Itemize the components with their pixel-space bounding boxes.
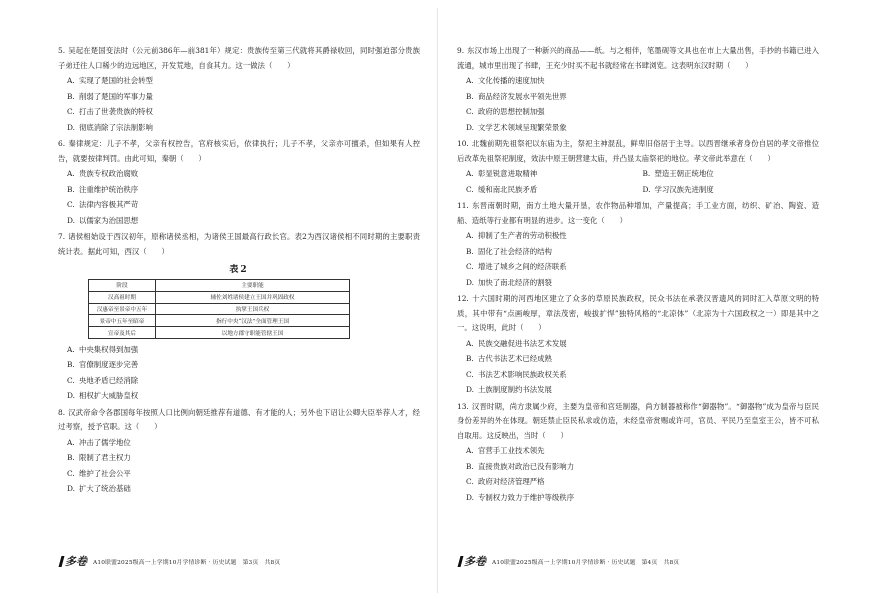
answer-option[interactable] (58, 197, 420, 213)
option-list (457, 228, 819, 290)
question-stem (457, 199, 819, 228)
option-letter: D. (642, 184, 651, 194)
question-number: 10. (457, 139, 469, 148)
answer-option[interactable] (58, 89, 420, 105)
option-text: 削弱了楚国的军事力量 (79, 91, 153, 101)
answer-option[interactable] (457, 89, 819, 105)
option-text: 彰显锐意进取精神 (478, 169, 538, 178)
answer-option[interactable] (643, 166, 820, 182)
answer-option[interactable] (457, 259, 819, 275)
footer-text: A10联盟2025级高一上学期10月学情诊断 · 历史试题 第4页 共8页 (492, 559, 680, 566)
option-list (457, 73, 819, 135)
option-text: 贵族专权政治腐败 (79, 169, 139, 178)
option-letter: B. (642, 169, 651, 178)
option-text: 专制权力致力于维护等级秩序 (478, 492, 575, 502)
option-letter: A. (466, 338, 474, 348)
table-row (89, 303, 350, 315)
table-cell: 指行中央“汉法”全面管理王国 (156, 315, 350, 327)
question-text: 秦律规定：儿子不孝，父亲有权控告，官府核实后，依律执行；儿子不孝，父亲亦可擅杀，但如果有人控告，就要按律判罚。由此可知，秦朝（ ） (58, 139, 420, 163)
question-stem (58, 137, 420, 166)
answer-option[interactable] (466, 166, 643, 182)
answer-option[interactable] (457, 382, 819, 398)
question-stem (457, 400, 819, 444)
option-letter: C. (466, 477, 474, 486)
option-letter: C. (67, 107, 75, 116)
option-text: 相权扩大威胁皇权 (79, 391, 139, 401)
option-letter: C. (466, 262, 474, 271)
option-letter: A. (67, 169, 75, 178)
question-text: 诸侯相始设于西汉初年，原称诸侯丞相，为诸侯王国最高行政长官。表2为西汉诸侯相不同时期的主要职责统计表。据此可知，西汉（ ） (58, 232, 420, 256)
brand-logo-icon (60, 553, 87, 569)
option-letter: A. (67, 437, 75, 447)
option-text: 央地矛盾已经消除 (79, 375, 139, 385)
option-text: 塑造王朝正统地位 (654, 169, 714, 178)
option-letter: D. (67, 215, 76, 225)
question-text: 十六国时期的河西地区建立了众多的草原民族政权，民众书法在承袭汉晋遗风的同时汇入草原文明的特质，其中带有“点画峻厚，章法茂密，峻拔扩悍”独特风格的“北凉体”（北凉为十六国政权之一）即是其中之一。这说明，此时（ ） (457, 294, 819, 332)
answer-option[interactable] (457, 474, 819, 490)
answer-option[interactable] (457, 351, 819, 367)
answer-option[interactable] (457, 73, 819, 89)
option-letter: B. (67, 360, 75, 370)
answer-option[interactable] (58, 166, 420, 182)
question-number: 5. (58, 46, 66, 55)
question-item (457, 292, 819, 398)
question-item (457, 199, 819, 290)
answer-option[interactable] (457, 104, 819, 120)
right-page (457, 0, 819, 599)
question-stem (457, 44, 819, 73)
answer-option[interactable] (457, 275, 819, 291)
question-item (58, 137, 420, 228)
option-letter: B. (466, 354, 474, 363)
left-page (58, 0, 420, 599)
option-text: 文化传播的速度加快 (478, 76, 545, 85)
right-question-list (457, 44, 819, 507)
table-header-cell: 主要职能 (156, 280, 350, 292)
answer-option[interactable] (457, 120, 819, 136)
option-text: 书法艺术影响民族政权关系 (478, 369, 567, 379)
question-item (457, 400, 819, 506)
footer-text: A10联盟2025级高一上学期10月学情诊断 · 历史试题 第3页 共8页 (93, 559, 281, 566)
option-text: 扩大了统治基础 (79, 484, 131, 494)
left-footer (60, 553, 420, 569)
option-letter: D. (67, 122, 76, 132)
table-cell: 景帝中五年至昭帝 (89, 315, 156, 327)
option-letter: B. (67, 184, 75, 194)
option-list (457, 443, 819, 505)
option-text: 固化了社会经济的结构 (478, 246, 552, 256)
option-text: 官僚制度逐步完善 (79, 360, 139, 370)
option-letter: B. (466, 91, 474, 101)
option-list (457, 336, 819, 398)
left-question-list (58, 44, 420, 499)
table-header-cell: 阶段 (89, 280, 156, 292)
question-item (58, 44, 420, 135)
option-text: 古代书法艺术已经成熟 (478, 354, 552, 363)
option-letter: C. (466, 369, 474, 379)
question-stem (58, 230, 420, 259)
answer-option[interactable] (58, 357, 420, 373)
option-letter: A. (466, 76, 474, 85)
option-letter: D. (466, 122, 475, 132)
right-footer (459, 553, 819, 569)
question-item (457, 137, 819, 197)
option-list (58, 73, 420, 135)
question-text: 北魏前期先祖祭祀以东庙为主，祭祀主神混乱，鲜卑旧俗居于主导。以西晋继承者身份自居的孝文帝推位后改革先祖祭祀制度，效法中原王朝营建太庙，并凸显太庙祭祀的地位。孝文帝此举意在（ ） (457, 139, 819, 163)
option-letter: A. (466, 231, 474, 240)
option-letter: A. (67, 344, 75, 354)
question-number: 9. (457, 46, 465, 55)
table-row (89, 315, 350, 327)
option-letter: B. (67, 91, 75, 101)
option-letter: A. (67, 76, 75, 85)
option-letter: C. (466, 184, 474, 194)
question-text: 吴起在楚国变法时（公元前386年—前381年）规定：贵族传至第三代就将其爵禄收回，同时强迫部分贵族子弟迁往人口稀少的边远地区，开发荒地，自食其力。这一做法（ ） (58, 46, 420, 70)
page-fold-divider (437, 8, 438, 593)
question-item (58, 230, 420, 404)
option-letter: A. (466, 446, 474, 455)
option-text: 彻底消除了宗法制影响 (79, 122, 153, 132)
table-header-row (89, 280, 350, 292)
answer-option[interactable] (457, 244, 819, 260)
duties-table (88, 279, 350, 339)
answer-option[interactable] (58, 373, 420, 389)
option-text: 政府对经济管理严格 (478, 477, 545, 486)
brand-logo-text: 多卷 (464, 555, 486, 568)
question-stem (58, 44, 420, 73)
question-number: 7. (58, 232, 66, 241)
answer-option[interactable] (457, 336, 819, 352)
option-letter: D. (466, 385, 475, 394)
question-number: 8. (58, 407, 66, 417)
option-letter: C. (67, 375, 75, 385)
table-row (89, 327, 350, 339)
question-text: 汉武帝命令各郡国每年按照人口比例向朝廷推荐有道德、有才能的人；另外也下诏让公卿大臣举荐人才，经过考察，授予官职。这（ ） (58, 407, 420, 432)
question-stem (58, 406, 420, 435)
option-letter: C. (67, 468, 75, 478)
question-text: 东晋南朝时期，南方土地大量开垦，农作物品种增加，产量提高；手工业方面，纺织、矿冶、陶瓷、造船、造纸等行业都有明显的进步。这一变化（ ） (457, 201, 819, 225)
question-item (58, 406, 420, 497)
option-text: 注重维护统治秩序 (79, 184, 139, 194)
table-cell: 以地方郡守职能管辖王国 (156, 327, 350, 339)
answer-option[interactable] (643, 182, 820, 198)
answer-option[interactable] (58, 182, 420, 198)
answer-option[interactable] (58, 73, 420, 89)
option-text: 缓和南北民族矛盾 (478, 184, 538, 194)
question-stem (457, 137, 819, 166)
option-letter: C. (67, 200, 75, 209)
question-number: 12. (457, 294, 469, 303)
table-cell: 汉高祖时期 (89, 291, 156, 303)
question-text: 汉晋时期，尚方隶属少府，主要为皇帝和宫廷制器，尚方制器被称作“御器物”。“御器物”成为皇帝与臣民身份差异的外在体现。朝廷禁止臣民私求或仿造，未经皇帝赏赐或许可，官员、平民乃至皇室王公，皆不可私自取用。这反映出，当时（ ） (457, 401, 819, 440)
question-stem (457, 292, 819, 336)
answer-option[interactable] (58, 481, 420, 497)
option-text: 商品经济发展水平领先世界 (478, 91, 567, 101)
option-list (58, 166, 420, 228)
option-text: 民族交融促进书法艺术发展 (478, 338, 567, 348)
table-cell: 汉惠帝至景帝中五年 (89, 303, 156, 315)
option-text: 以儒家为治国思想 (79, 215, 139, 225)
option-text: 增进了城乡之间的经济联系 (478, 262, 567, 271)
option-text: 官营手工业技术领先 (478, 446, 545, 455)
answer-option[interactable] (457, 459, 819, 475)
answer-option[interactable] (58, 342, 420, 358)
option-list (58, 435, 420, 497)
table-row (89, 291, 350, 303)
option-letter: D. (466, 277, 475, 287)
question-item (457, 44, 819, 135)
option-text: 直接贵族对政治已没有影响力 (478, 461, 575, 471)
option-text: 限制了君主权力 (79, 453, 131, 463)
option-text: 加快了南北经济的割裂 (478, 277, 552, 287)
answer-option[interactable] (58, 213, 420, 229)
answer-option[interactable] (58, 104, 420, 120)
option-letter: D. (67, 484, 76, 494)
option-text: 土族制度制约书法发展 (478, 385, 552, 394)
option-letter: C. (466, 107, 474, 116)
option-text: 文学艺术领域呈现繁荣景象 (478, 122, 567, 132)
option-letter: A. (466, 169, 474, 178)
question-number: 13. (457, 401, 469, 411)
answer-option[interactable] (457, 228, 819, 244)
option-letter: B. (67, 453, 75, 463)
option-text: 学习汉族先进制度 (654, 184, 714, 194)
option-list (58, 342, 420, 404)
table-cell: 宣帝及其后 (89, 327, 156, 339)
brand-logo-icon (459, 553, 486, 569)
option-text: 中央集权得到加强 (79, 344, 139, 354)
question-number: 11. (457, 201, 469, 210)
answer-option[interactable] (58, 450, 420, 466)
answer-option[interactable] (58, 466, 420, 482)
question-text: 东汉市场上出现了一种新兴的商品——纸。与之相伴，笔墨砚等文具也在市上大量出售，手抄的书籍已进入流通，城市里出现了书肆，王充少时买不起书就经常在书肆浏览。这表明东汉时期（ ） (457, 46, 819, 70)
option-text: 政府的思想控制加强 (478, 107, 545, 116)
option-letter: D. (67, 391, 76, 401)
option-list (457, 166, 819, 197)
option-letter: D. (466, 492, 475, 502)
answer-option[interactable] (58, 120, 420, 136)
option-text: 实现了楚国的社会转型 (79, 76, 153, 85)
option-letter: B. (466, 246, 474, 256)
option-text: 维护了社会公平 (79, 468, 131, 478)
option-text: 打击了世袭贵族的特权 (79, 107, 153, 116)
option-text: 冲击了儒学地位 (79, 437, 131, 447)
answer-option[interactable] (466, 182, 643, 198)
answer-option[interactable] (58, 435, 420, 451)
answer-option[interactable] (457, 490, 819, 506)
answer-option[interactable] (457, 443, 819, 459)
question-number: 6. (58, 139, 66, 148)
table-title: 表2 (229, 265, 249, 275)
option-text: 法律内容极其严苛 (79, 200, 139, 209)
brand-logo-text: 多卷 (65, 555, 87, 568)
answer-option[interactable] (58, 388, 420, 404)
table-cell: 辅佐刘姓诸侯建立王国并巩固政权 (156, 291, 350, 303)
option-letter: B. (466, 461, 474, 471)
answer-option[interactable] (457, 367, 819, 383)
option-text: 抑制了生产者的劳动积极性 (478, 231, 567, 240)
table-cell: 执掌王国兵权 (156, 303, 350, 315)
